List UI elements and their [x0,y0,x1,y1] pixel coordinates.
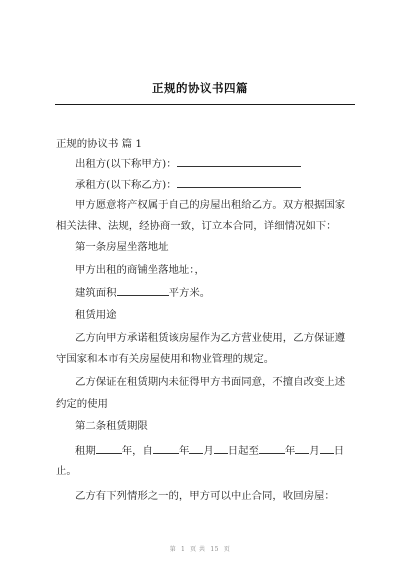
shop-address: 甲方出租的商铺坐落地址：， [75,264,205,276]
article2-title: 第二条租赁期限 [75,420,148,432]
term-blank-3 [189,443,203,454]
change-line-2: 约定的使用 [56,398,108,410]
article1-title: 第一条房屋坐落地址 [75,241,169,253]
term-blank-4 [214,443,228,454]
term-prefix: 租期 [75,445,96,457]
intro-line-2: 相关法律、法规，经协商一致，订立本合同，详细情况如下： [56,220,337,232]
term-year3: 年 [284,445,296,457]
term-month1: 月 [203,445,214,457]
term-day-to: 日起至 [227,445,259,457]
lessee-line [75,177,301,192]
lessee-label: 承租方(以下称乙方)： [75,179,177,191]
document-title: 正规的协议书四篇 [152,81,248,95]
change-line-1: 乙方保证在租赁期内未征得甲方书面同意，不擅自改变上述 [75,376,346,388]
term-blank-6 [295,443,309,454]
term-blank-1 [96,443,122,454]
intro-line-1: 甲方愿意将产权属于自己的房屋出租给乙方。双方根据国家 [75,199,346,211]
term-year1: 年，自 [121,445,153,457]
term-blank-2 [153,443,179,454]
usage-line-2: 守国家和本市有关房屋使用和物业管理的规定。 [56,353,275,365]
area-prefix: 建筑面积 [75,287,117,299]
title-divider [55,104,355,105]
usage-title: 租赁用途 [75,309,117,321]
term-year2: 年 [178,445,190,457]
page-footer: 第 1 页 共 15 页 [169,546,231,553]
area-blank [117,285,169,296]
lessor-line [75,156,301,171]
term-blank-7 [320,443,334,454]
section-heading: 正规的协议书 篇 1 [56,138,142,150]
lessee-blank [177,177,301,188]
term-day-end: 日 [333,445,345,457]
term-end: 止。 [56,465,77,477]
usage-line-1: 乙方向甲方承诺租赁该房屋作为乙方营业使用，乙方保证遵 [75,332,346,344]
term-line [75,443,344,458]
lessor-blank [177,156,301,167]
area-suffix: 平方米。 [168,287,211,299]
lessor-label: 出租方(以下称甲方)： [75,158,177,170]
termination-line: 乙方有下列情形之一的，甲方可以中止合同，收回房屋： [75,490,335,502]
area-line [75,285,210,300]
term-blank-5 [259,443,285,454]
term-month2: 月 [309,445,320,457]
